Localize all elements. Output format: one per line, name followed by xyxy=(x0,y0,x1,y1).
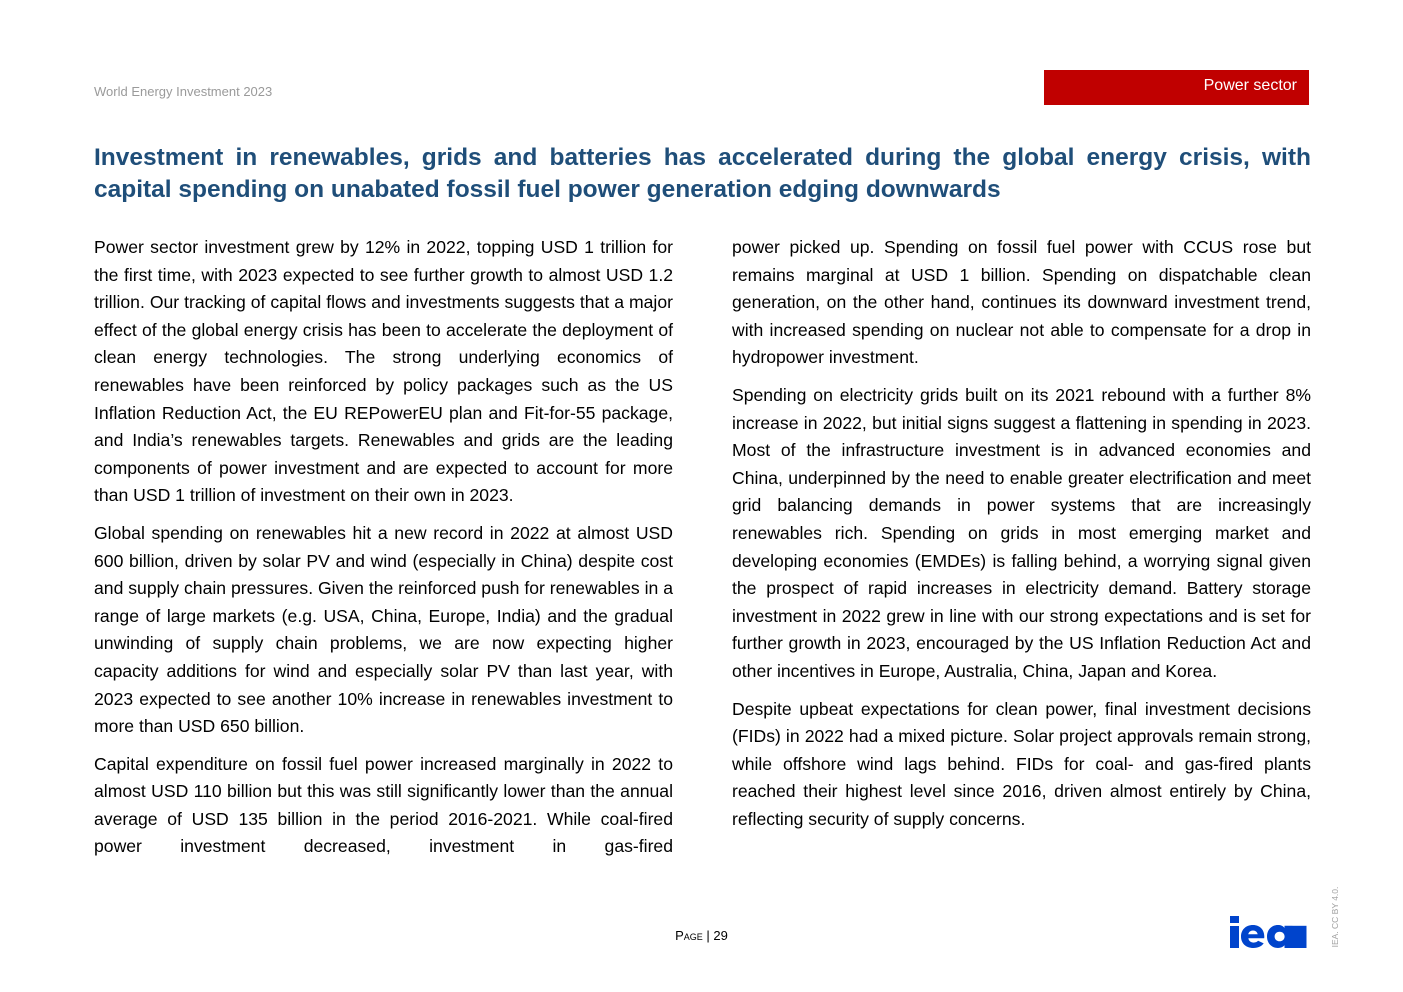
paragraph: Power sector investment grew by 12% in 2022, topping USD 1 trillion for the first time, with 2023 expected to see further growth to almost USD 1.2 trillion. Our tracking of capital flows and investments suggests that a major effect of the global energy crisis has been to accelerate the deployment of clean energy technologies. The strong underlying economics of renewables have been reinforced by policy packages such as the US Inflation Reduction Act, the EU REPowerEU plan and Fit-for-55 package, and India’s renewables targets. Renewables and grids are the leading components of power investment and are expected to account for more than USD 1 trillion of investment on their own in 2023. xyxy=(94,237,673,506)
paragraph: Spending on electricity grids built on its 2021 rebound with a further 8% increase in 2022, but initial signs suggest a flattening in spending in 2023. Most of the infrastructure investment is in advanced economies and China, underpinned by the need to enable greater electrification and meet grid balancing demands in power systems that are increasingly renewables rich. Spending on grids in most emerging market and developing economies (EMDEs) is falling behind, a worrying signal given the prospect of rapid increases in electricity demand. Battery storage investment in 2022 grew in line with our strong expectations and is set for further growth in 2023, encouraged by the US Inflation Reduction Act and other incentives in Europe, Australia, China, Japan and Korea. xyxy=(732,384,1311,681)
paragraph: power picked up. Spending on fossil fuel power with CCUS rose but remains marginal at USD 1 billion. Spending on dispatchable clean generation, on the other hand, continues its downward investment trend, with increased spending on nuclear not able to compensate for a drop in hydropower investment. xyxy=(732,237,1311,368)
paragraph: Capital expenditure on fossil fuel power increased marginally in 2022 to almost USD 110 billion but this was still significantly lower than the annual average of USD 135 billion in the period 2016-2021. While coal-fired power investment decreased, investment in gas-fired xyxy=(94,753,673,857)
license-text: IEA. CC BY 4.0. xyxy=(1330,886,1340,948)
paragraph: Global spending on renewables hit a new record in 2022 at almost USD 600 billion, driven by solar PV and wind (especially in China) despite cost and supply chain pressures. Given the reinforced push for renewables in a range of large markets (e.g. USA, China, Europe, India) and the gradual unwinding of supply chain problems, we are now expecting higher capacity additions for wind and especially solar PV than last year, with 2023 expected to see another 10% increase in renewables investment to more than USD 650 billion. xyxy=(94,522,673,737)
iea-logo-icon xyxy=(1229,914,1309,950)
section-badge: Power sector xyxy=(1044,70,1309,105)
page-separator: | xyxy=(706,928,710,943)
logo-a-stem xyxy=(1293,926,1307,948)
page-title: Investment in renewables, grids and batteries has accelerated during the global energy crisis, with capital spending on unabated fossil fuel power generation edging downwards xyxy=(94,144,1311,203)
paragraph: Despite upbeat expectations for clean power, final investment decisions (FIDs) in 2022 had a mixed picture. Solar project approvals remain strong, while offshore wind lags behind. FIDs for coal- and gas-fired plants reached their highest level since 2016, driven almost entirely by China, reflecting security of supply concerns. xyxy=(732,698,1311,829)
page-label: Page xyxy=(675,928,703,943)
page-number xyxy=(0,928,1403,943)
logo-e xyxy=(1241,925,1264,948)
right-column xyxy=(732,234,1311,843)
page-number-value: 29 xyxy=(713,928,728,943)
logo-i-dot xyxy=(1230,916,1239,923)
logo-i-stem xyxy=(1230,926,1239,948)
logo-a xyxy=(1267,925,1293,948)
report-title: World Energy Investment 2023 xyxy=(94,84,273,99)
left-column xyxy=(94,234,673,871)
